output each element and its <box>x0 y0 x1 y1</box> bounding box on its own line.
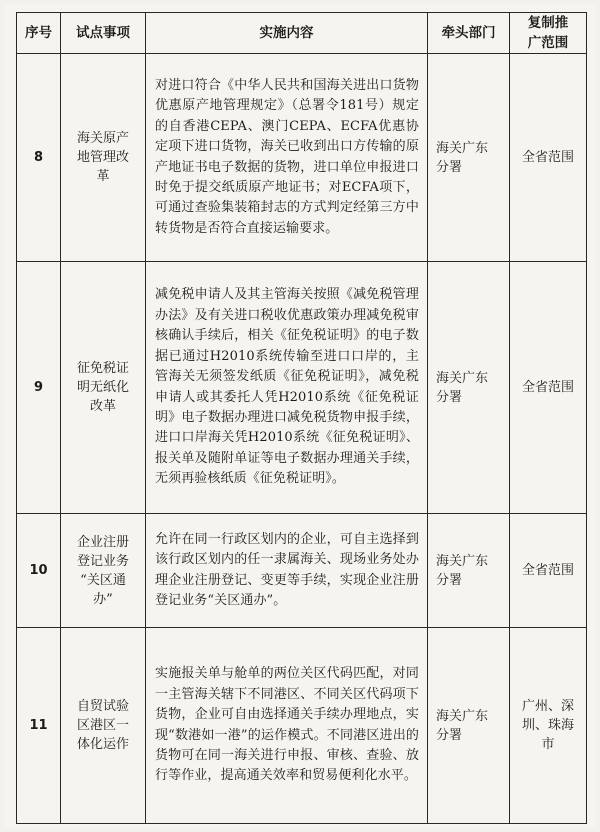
table-row <box>17 262 587 514</box>
row-content: 允许在同一行政区划内的企业，可自主选择到该行政区划内的任一隶属海关、现场业务处办理企业注册登记、变更等手续，实现企业注册登记业务“关区通办”。 <box>146 514 428 628</box>
row-content: 减免税申请人及其主管海关按照《减免税管理办法》及有关进口税收优惠政策办理减免税审核确认手续后，相关《征免税证明》的电子数据已通过H2010系统传输至进口口岸的，主管海关无须签发纸质《征免税证明》，减免税申请人或其委托人凭H2010系统《征免税证明》电子数据办理进口减免税货物申报手续，进口口岸海关凭H2010系统《征免税证明》、报关单及随附单证等电子数据办理通关手续，无须再验核纸质《征免税证明》。 <box>146 262 428 514</box>
header-scope: 复制推 广范围 <box>510 13 587 54</box>
row-item: 自贸试验 区港区一 体化运作 <box>61 628 146 824</box>
row-scope: 全省范围 <box>510 262 587 514</box>
row-number: 10 <box>17 514 61 628</box>
row-number: 8 <box>17 54 61 262</box>
table-header-row <box>17 13 587 54</box>
row-number: 11 <box>17 628 61 824</box>
pilot-items-table <box>16 12 587 824</box>
header-no: 序号 <box>17 13 61 54</box>
row-content: 实施报关单与舱单的两位关区代码匹配，对同一主管海关辖下不同港区、不同关区代码项下货物，企业可自由选择通关手续办理地点，实现“数港如一港”的运作模式。不同港区进出的货物可在同一海关进行申报、审核、查验、放行等作业，提高通关效率和贸易便利化水平。 <box>146 628 428 824</box>
row-scope: 广州、深 圳、珠海 市 <box>510 628 587 824</box>
table-row <box>17 628 587 824</box>
row-dept: 海关广东 分署 <box>428 628 510 824</box>
row-item: 企业注册 登记业务 “关区通 办” <box>61 514 146 628</box>
row-dept: 海关广东 分署 <box>428 514 510 628</box>
row-dept: 海关广东 分署 <box>428 54 510 262</box>
row-dept: 海关广东 分署 <box>428 262 510 514</box>
header-content: 实施内容 <box>146 13 428 54</box>
row-item: 海关原产 地管理改 革 <box>61 54 146 262</box>
row-content: 对进口符合《中华人民共和国海关进出口货物优惠原产地管理规定》（总署令181号）规定的自香港CEPA、澳门CEPA、ECFA优惠协定项下进口货物，海关已收到出口方传输的原产地证书电子数据的货物，进口单位申报进口时免于提交纸质原产地证书；对ECFA项下，可通过查验集装箱封志的方式判定经第三方中转货物是否符合直接运输要求。 <box>146 54 428 262</box>
row-item: 征免税证 明无纸化 改革 <box>61 262 146 514</box>
row-scope: 全省范围 <box>510 54 587 262</box>
table-row <box>17 514 587 628</box>
document-page <box>4 4 596 828</box>
table-row <box>17 54 587 262</box>
header-dept: 牵头部门 <box>428 13 510 54</box>
header-item: 试点事项 <box>61 13 146 54</box>
row-scope: 全省范围 <box>510 514 587 628</box>
row-number: 9 <box>17 262 61 514</box>
